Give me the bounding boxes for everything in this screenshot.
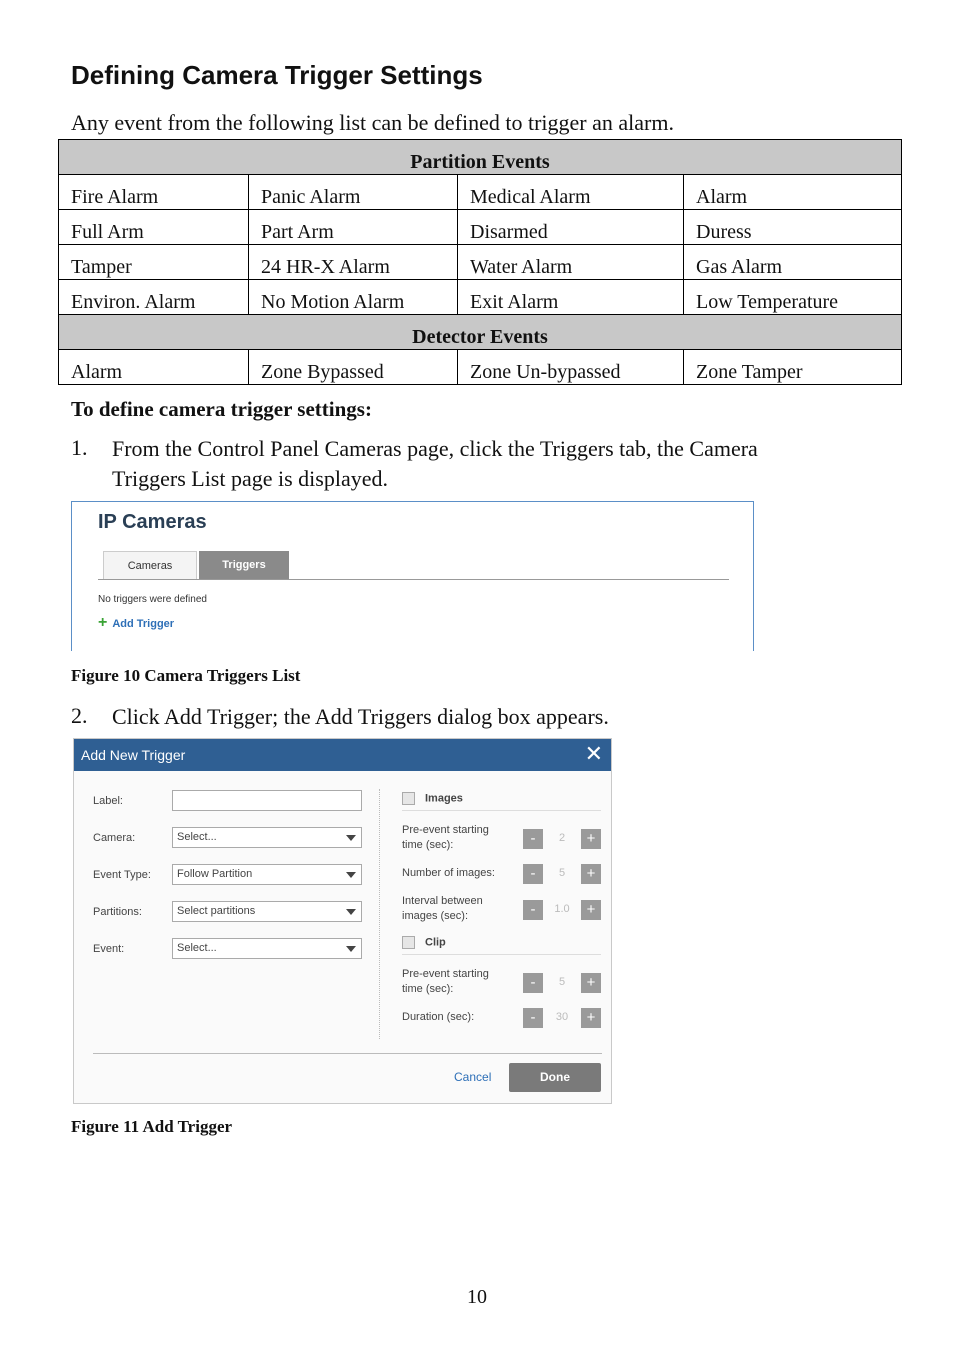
label-line: Pre-event starting <box>402 824 489 836</box>
page-heading: Defining Camera Trigger Settings <box>71 60 483 90</box>
interval-minus-button[interactable]: - <box>523 900 543 920</box>
label-line: time (sec): <box>402 839 454 851</box>
figure-11-caption: Figure 11 Add Trigger <box>71 1117 233 1136</box>
step-line: From the Control Panel Cameras page, click the Triggers tab, the Camera <box>112 436 758 461</box>
clip-option[interactable] <box>402 936 446 949</box>
duration-minus-button[interactable]: - <box>523 1008 543 1028</box>
number-of-images-plus-button[interactable]: + <box>581 864 601 884</box>
clip-pre-event-label <box>402 967 517 997</box>
partition-events-header: Partition Events <box>59 140 902 175</box>
partitions-select-value: Select partitions <box>177 905 256 917</box>
table-cell: Zone Un-bypassed <box>458 350 684 385</box>
label-label: Label: <box>93 795 123 807</box>
chevron-down-icon <box>346 835 356 841</box>
table-cell: Fire Alarm <box>59 175 249 210</box>
table-cell: Tamper <box>59 245 249 280</box>
add-trigger-link[interactable] <box>98 614 174 632</box>
partitions-select[interactable] <box>172 901 362 922</box>
intro-text: Any event from the following list can be defined to trigger an alarm. <box>71 110 674 135</box>
label-input[interactable] <box>172 790 362 811</box>
close-icon[interactable]: ✕ <box>584 741 603 766</box>
column-divider <box>379 789 380 1039</box>
camera-label: Camera: <box>93 832 136 844</box>
images-pre-event-plus-button[interactable]: + <box>581 829 601 849</box>
duration-label: Duration (sec): <box>402 1011 475 1023</box>
duration-plus-button[interactable]: + <box>581 1008 601 1028</box>
clip-pre-event-minus-button[interactable]: - <box>523 973 543 993</box>
step-number: 1. <box>71 435 88 460</box>
table-row <box>59 175 902 210</box>
chevron-down-icon <box>346 872 356 878</box>
dialog-title: Add New Trigger <box>81 747 186 763</box>
tab-triggers[interactable]: Triggers <box>199 551 289 579</box>
table-cell: Disarmed <box>458 210 684 245</box>
table-cell: Water Alarm <box>458 245 684 280</box>
event-type-select[interactable] <box>172 864 362 885</box>
label-line: Interval between <box>402 895 483 907</box>
number-of-images-minus-button[interactable]: - <box>523 864 543 884</box>
table-cell: Zone Bypassed <box>249 350 458 385</box>
page-number: 10 <box>467 1286 487 1308</box>
event-label: Event: <box>93 943 125 955</box>
ip-cameras-title: IP Cameras <box>98 511 207 533</box>
step-line: Triggers List page is displayed. <box>112 466 388 491</box>
footer-divider <box>93 1053 602 1054</box>
plus-icon: + <box>98 614 108 631</box>
step-text: Click Add Trigger; the Add Triggers dialog box appears. <box>112 704 609 729</box>
camera-triggers-list-screenshot <box>71 501 754 651</box>
table-cell: Environ. Alarm <box>59 280 249 315</box>
section-divider <box>402 954 601 955</box>
duration-value[interactable]: 30 <box>555 1011 569 1023</box>
step-number: 2. <box>71 703 88 728</box>
label-line: Pre-event starting <box>402 968 489 980</box>
chevron-down-icon <box>346 946 356 952</box>
table-row <box>59 280 902 315</box>
table-cell: Zone Tamper <box>684 350 902 385</box>
clip-checkbox[interactable] <box>402 936 415 949</box>
table-cell: 24 HR-X Alarm <box>249 245 458 280</box>
tab-cameras[interactable]: Cameras <box>103 551 197 579</box>
table-cell: Gas Alarm <box>684 245 902 280</box>
done-button[interactable]: Done <box>509 1063 601 1092</box>
number-of-images-label: Number of images: <box>402 867 495 879</box>
table-cell: Exit Alarm <box>458 280 684 315</box>
table-cell: Medical Alarm <box>458 175 684 210</box>
table-cell: Alarm <box>59 350 249 385</box>
tab-divider <box>98 579 729 580</box>
event-select-value: Select... <box>177 942 217 954</box>
camera-select-value: Select... <box>177 831 217 843</box>
detector-events-header: Detector Events <box>59 315 902 350</box>
dialog-header <box>74 739 611 771</box>
clip-pre-event-value[interactable]: 5 <box>558 976 566 988</box>
step-text <box>112 434 758 494</box>
table-cell: Part Arm <box>249 210 458 245</box>
camera-select[interactable] <box>172 827 362 848</box>
table-row <box>59 210 902 245</box>
interval-label <box>402 894 517 924</box>
chevron-down-icon <box>346 909 356 915</box>
empty-message: No triggers were defined <box>98 594 207 605</box>
images-checkbox[interactable] <box>402 792 415 805</box>
add-trigger-label: Add Trigger <box>112 618 175 630</box>
table-cell: No Motion Alarm <box>249 280 458 315</box>
event-type-select-value: Follow Partition <box>177 868 253 880</box>
images-checkbox-label: Images <box>425 792 463 805</box>
table-cell: Full Arm <box>59 210 249 245</box>
add-trigger-dialog <box>73 738 612 1104</box>
table-row <box>59 245 902 280</box>
images-pre-event-minus-button[interactable]: - <box>523 829 543 849</box>
images-pre-event-label <box>402 823 517 853</box>
clip-checkbox-label: Clip <box>425 936 446 949</box>
table-cell: Alarm <box>684 175 902 210</box>
table-cell: Panic Alarm <box>249 175 458 210</box>
events-table <box>58 139 902 385</box>
interval-plus-button[interactable]: + <box>581 900 601 920</box>
table-row <box>59 350 902 385</box>
clip-pre-event-plus-button[interactable]: + <box>581 973 601 993</box>
label-line: time (sec): <box>402 983 454 995</box>
procedure-heading: To define camera trigger settings: <box>71 397 372 421</box>
images-option[interactable] <box>402 792 463 805</box>
table-cell: Low Temperature <box>684 280 902 315</box>
partitions-label: Partitions: <box>93 906 142 918</box>
images-pre-event-value[interactable]: 2 <box>558 832 566 844</box>
event-select[interactable] <box>172 938 362 959</box>
interval-value[interactable]: 1.0 <box>554 903 570 915</box>
event-type-label: Event Type: <box>93 869 151 881</box>
number-of-images-value[interactable]: 5 <box>558 867 566 879</box>
label-line: images (sec): <box>402 910 469 922</box>
cancel-button[interactable]: Cancel <box>454 1070 492 1084</box>
figure-10-caption: Figure 10 Camera Triggers List <box>71 666 301 685</box>
section-divider <box>402 810 601 811</box>
table-cell: Duress <box>684 210 902 245</box>
